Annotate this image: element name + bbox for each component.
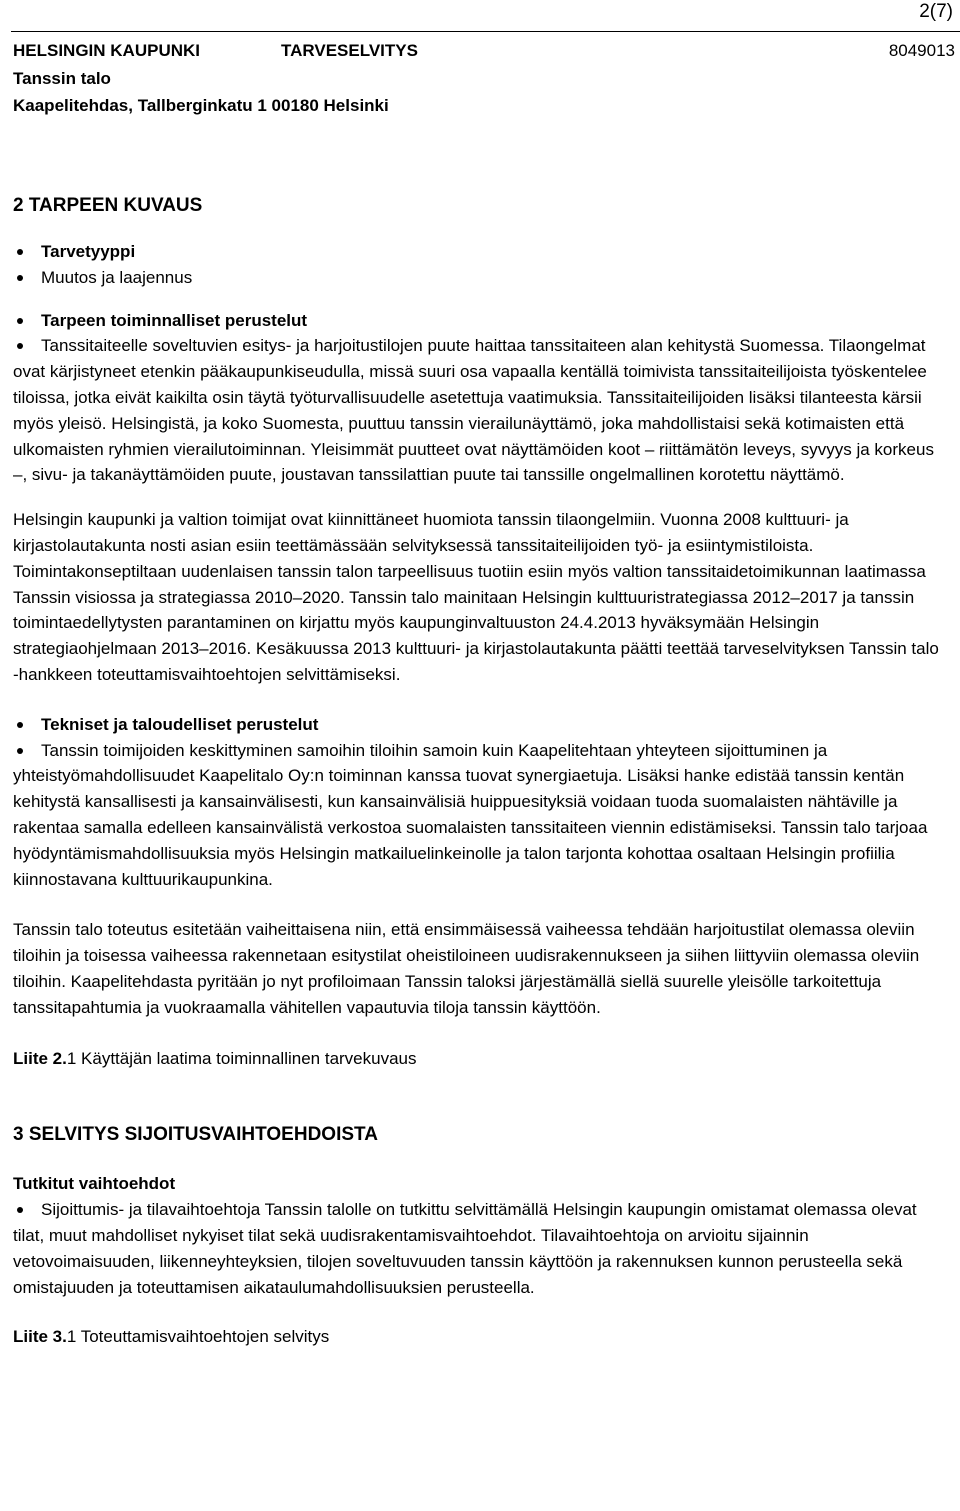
header-project-name: Tanssin talo xyxy=(13,69,111,88)
section-2-paragraph-3: Tanssin talo toteutus esitetään vaiheittaisena niin, että ensimmäisessä vaiheessa tehdään harjoitustilat olemassa oleviin tiloihin ja toisessa vaiheessa rakennetaan esitystilat oheistiloineen uudisrakennukseen ja siihen liittyviin olemassa oleviin tiloihin. Kaapelitehdasta pyritään jo nyt profiloimaan Tanssin taloksi järjestämällä siellä suurelle yleisölle tarkoitettuja tanssitapahtumia ja vuokraamalla vähitellen vapautuvia tiloja tanssin käyttöön. xyxy=(13,920,920,1017)
appendix-3-1-label: Liite 3. xyxy=(13,1327,67,1347)
need-type-label: Tarvetyyppi xyxy=(13,239,943,265)
appendix-3-1 xyxy=(13,1324,943,1350)
header-document-type: TARVESELVITYS xyxy=(281,41,418,60)
appendix-3-1-text: 1 Toteuttamisvaihtoehtojen selvitys xyxy=(66,1327,330,1347)
appendix-2-1-label: Liite 2. xyxy=(13,1048,67,1068)
section-3-title: 3 SELVITYS SIJOITUSVAIHTOEHDOISTA xyxy=(13,1124,378,1146)
header-divider xyxy=(11,31,960,32)
document-header xyxy=(13,38,955,120)
header-organization: HELSINGIN KAUPUNKI xyxy=(13,41,201,60)
section-3-subheading: Tutkitut vaihtoehdot xyxy=(13,1174,176,1194)
need-type-value: Muutos ja laajennus xyxy=(13,265,943,291)
alternatives-list xyxy=(13,1197,943,1300)
header-top-row xyxy=(13,38,955,66)
technical-text: Tanssin toimijoiden keskittyminen samoihin tiloihin samoin kuin Kaapelitehtaan yhteyteen sijoittuminen ja yhteistyömahdollisuudet Kaapelitalo Oy:n toiminnan kanssa tuovat synergiaetuja. Lisäksi hanke edistää tanssin kentän kehitystä kansallisesti ja kansainvälisesti, kun kansainvälisiä huippuesityksiä voidaan tuoda suomalaisten nähtäville ja rakentaa samalla edelleen kansainvälistä verkostoa suomalaisten tanssitaiteen viennin edistämiseksi. Tanssin talo tarjoaa hyödyntämismahdollisuuksia myös Helsingin matkailuelinkeinolle ja talon tarjonta kohottaa osaltaan Helsingin profiilia kiinnostavana kulttuurikaupunkina. xyxy=(13,738,943,893)
alternatives-text: Sijoittumis- ja tilavaihtoehtoja Tanssin talolle on tutkittu selvittämällä Helsingin kaupungin omistamat olemassa olevat tilat, muut mahdolliset nykyiset tilat sekä uudisrakentamisvaihtoehdot. Tilavaihtoehtoja on arvioitu sijainnin vetovoimaisuuden, liikenneyhteyksien, tilojen soveltuvuuden tanssin käyttöön ja rakennuksen kunnon perusteella sekä omistajuuden ja toteuttamisen aikataulumahdollisuuksien perusteella. xyxy=(13,1197,943,1300)
need-type-list xyxy=(13,239,943,291)
appendix-2-1-text: 1 Käyttäjän laatima toiminnallinen tarvekuvaus xyxy=(66,1048,417,1068)
header-address: Kaapelitehdas, Tallberginkatu 1 00180 Helsinki xyxy=(13,96,389,115)
document-body xyxy=(13,192,943,1350)
functional-label: Tarpeen toiminnalliset perustelut xyxy=(13,308,943,334)
header-document-code: 8049013 xyxy=(888,41,955,60)
appendix-2-1 xyxy=(13,1046,943,1072)
functional-list xyxy=(13,308,943,489)
page-number: 2(7) xyxy=(919,1,953,22)
section-2-paragraph-2: Helsingin kaupunki ja valtion toimijat ovat kiinnittäneet huomiota tanssin tilaongelmiin. Vuonna 2008 kulttuuri- ja kirjastolautakunta nosti asian esiin teettämässään selvityksessä tanssitaiteilijoiden työ- ja esiintymistiloista. Toimintakonseptiltaan uudenlaisen tanssin talon tarpeellisuus tuotiin esiin myös valtion tanssitaidetoimikunnan laatimassa Tanssin visiossa ja strategiassa 2010–2020. Tanssin talo mainitaan Helsingin kulttuuristrategiassa 2012–2017 ja tanssin toimintaedellytysten parantaminen on kirjattu myös kaupunginvaltuuston 24.4.2013 hyväksymään Helsingin strategiaohjelmaan 2013–2016. Kesäkuussa 2013 kulttuuri- ja kirjastolautakunta päätti teettää tarveselvityksen Tanssin talo -hankkeen toteuttamisvaihtoehtojen selvittämiseksi. xyxy=(13,510,939,684)
section-2-title: 2 TARPEEN KUVAUS xyxy=(13,195,203,216)
technical-label: Tekniset ja taloudelliset perustelut xyxy=(13,712,943,738)
technical-list xyxy=(13,712,943,893)
functional-text: Tanssitaiteelle soveltuvien esitys- ja harjoitustilojen puute haittaa tanssitaiteen alan kehitystä Suomessa. Tilaongelmat ovat kärjistyneet etenkin pääkaupunkiseudulla, missä suuri osa vapaalla kentällä toimivista tanssitaiteilijoista työskentelee tiloissa, jotka eivät kaikilta osin täytä työturvallisuudelle asetettuja vaatimuksia. Tanssitaiteilijoiden lisäksi tilanteesta kärsii myös yleisö. Helsingistä, ja koko Suomesta, puuttuu tanssin vierailunäyttämö, joka mahdollistaisi sekä kotimaisten että ulkomaisten ryhmien vierailutoiminnan. Yleisimmät puutteet ovat näyttämöiden koot – riittämätön leveys, syvyys ja korkeus –, sivu- ja takanäyttämöiden puute, joustavan tanssilattian puute tai tanssille ongelmallinen korotettu näyttämö. xyxy=(13,333,943,488)
